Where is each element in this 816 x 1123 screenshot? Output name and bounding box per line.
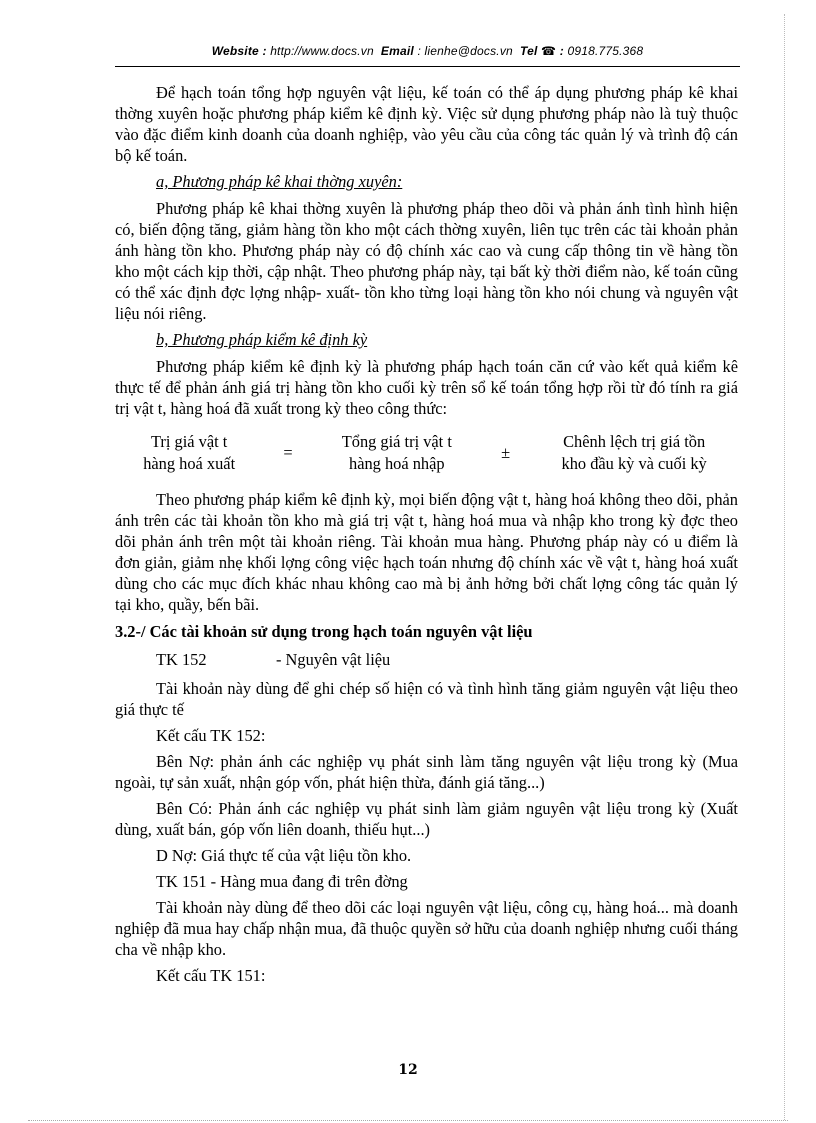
header-divider: [115, 66, 740, 67]
formula-left: [115, 431, 263, 475]
formula-right: [530, 431, 738, 475]
tk152-line: [115, 649, 738, 670]
tk152-name: - Nguyên vật liệu: [276, 650, 391, 669]
tk151-line: TK 151 - Hàng mua đang đi trên đờng: [156, 872, 408, 891]
tk152-credit: Bên Có: Phản ánh các nghiệp vụ phát sinh làm giảm nguyên vật liệu trong kỳ (Xuất dùng, xuất bán, góp vốn liên doanh, thiếu hụt...): [115, 799, 738, 839]
tk151-structure: Kết cấu TK 151:: [156, 966, 266, 985]
website-label: Website :: [211, 44, 267, 58]
email-label: Email: [380, 44, 414, 58]
margin-guide-horizontal: [28, 1120, 788, 1121]
tk151-description: Tài khoản này dùng để theo dõi các loại nguyên vật liệu, công cụ, hàng hoá... mà doanh nghiệp đã mua hay chấp nhận mua, đã thuộc quyền sở hữu của doanh nghiệp nhưng cuối tháng cha về nhập kho.: [115, 898, 738, 959]
paragraph-a: Phương pháp kê khai thờng xuyên là phương pháp theo dõi và phản ánh tình hình hiện có, biến động tăng, giảm hàng tồn kho một cách thờng xuyên, liên tục trên các tài khoản phản ánh hàng tồn kho. Phương pháp này có độ chính xác cao và cung cấp thông tin về hàng tồn kho một cách kịp thời, cập nhật. Theo phương pháp này, tại bất kỳ thời điểm nào, kế toán cũng có thể xác định đợc lợng nhập- xuất- tồn kho từng loại hàng tồn kho nói chung và nguyên vật liệu nói riêng.: [115, 199, 738, 323]
tk152-code: TK 152: [156, 650, 207, 669]
email-value: : lienhe@docs.vn: [417, 44, 513, 58]
formula-plusminus: ±: [501, 443, 511, 462]
tk152-balance: D Nợ: Giá thực tế của vật liệu tồn kho.: [156, 846, 412, 865]
paragraph-b: Phương pháp kiểm kê định kỳ là phương pháp hạch toán căn cứ vào kết quả kiểm kê thực tế để phản ánh giá trị hàng tồn kho cuối kỳ trên sổ kế toán tổng hợp rồi từ đó tính ra giá trị vật t, hàng hoá đã xuất trong kỳ theo công thức:: [115, 357, 738, 418]
tel-value: 0918.775.368: [567, 44, 644, 58]
formula-left-top: Trị giá vật t: [150, 432, 228, 451]
formula-right-top: Chênh lệch trị giá tồn: [563, 432, 706, 451]
formula-left-bottom: hàng hoá xuất: [143, 454, 236, 473]
formula-equals: =: [283, 443, 293, 462]
website-value: http://www.docs.vn: [270, 44, 374, 58]
tk152-debit: Bên Nợ: phản ánh các nghiệp vụ phát sinh làm tăng nguyên vật liệu trong kỳ (Mua ngoài, tự sản xuất, nhận góp vốn, phát hiện thừa, đánh giá tăng...): [115, 752, 738, 792]
section-heading: 3.2-/ Các tài khoản sử dụng trong hạch toán nguyên vật liệu: [115, 622, 533, 641]
formula-right-bottom: kho đầu kỳ và cuối kỳ: [561, 454, 707, 473]
formula-mid-bottom: hàng hoá nhập: [349, 454, 445, 473]
page-header: [115, 44, 740, 58]
intro-paragraph: Để hạch toán tổng hợp nguyên vật liệu, kế toán có thể áp dụng phương pháp kê khai thờng xuyên hoặc phương pháp kiểm kê định kỳ. Việc sử dụng phương pháp nào là tuỳ thuộc vào đặc điểm kinh doanh của doanh nghiệp, vào yêu cầu của công tác quản lý và trình độ cán bộ kế toán.: [115, 83, 738, 165]
tk152-description: Tài khoản này dùng để ghi chép số hiện có và tình hình tăng giảm nguyên vật liệu theo giá thực tế: [115, 679, 738, 719]
tk152-structure: Kết cấu TK 152:: [156, 726, 266, 745]
formula-mid-top: Tổng giá trị vật t: [341, 432, 452, 451]
subheading-b: b, Phương pháp kiểm kê định kỳ: [156, 330, 368, 349]
formula-middle: [313, 431, 481, 475]
subheading-a: a, Phương pháp kê khai thờng xuyên:: [156, 172, 403, 191]
tel-label: Tel ☎ :: [520, 44, 564, 58]
margin-guide-vertical: [784, 14, 785, 1120]
page-number: 12: [398, 1062, 418, 1078]
formula: [115, 431, 738, 475]
paragraph-after-formula: Theo phương pháp kiểm kê định kỳ, mọi biến động vật t, hàng hoá không theo dõi, phản ánh trên các tài khoản tồn kho mà giá trị vật t, hàng hoá mua và nhập kho trong kỳ đợc theo dõi phản ánh trên một tài khoản riêng. Tài khoản mua hàng. Phương pháp này có u điểm là đơn giản, giảm nhẹ khối lợng công việc hạch toán nhưng độ chính xác về vật t, hàng hoá xuất dùng cho các mục đích khác nhau không cao mà bị ảnh hởng bởi chất lợng công tác quản lý tại kho, quầy, bến bãi.: [115, 490, 738, 614]
document-body: [115, 82, 738, 991]
